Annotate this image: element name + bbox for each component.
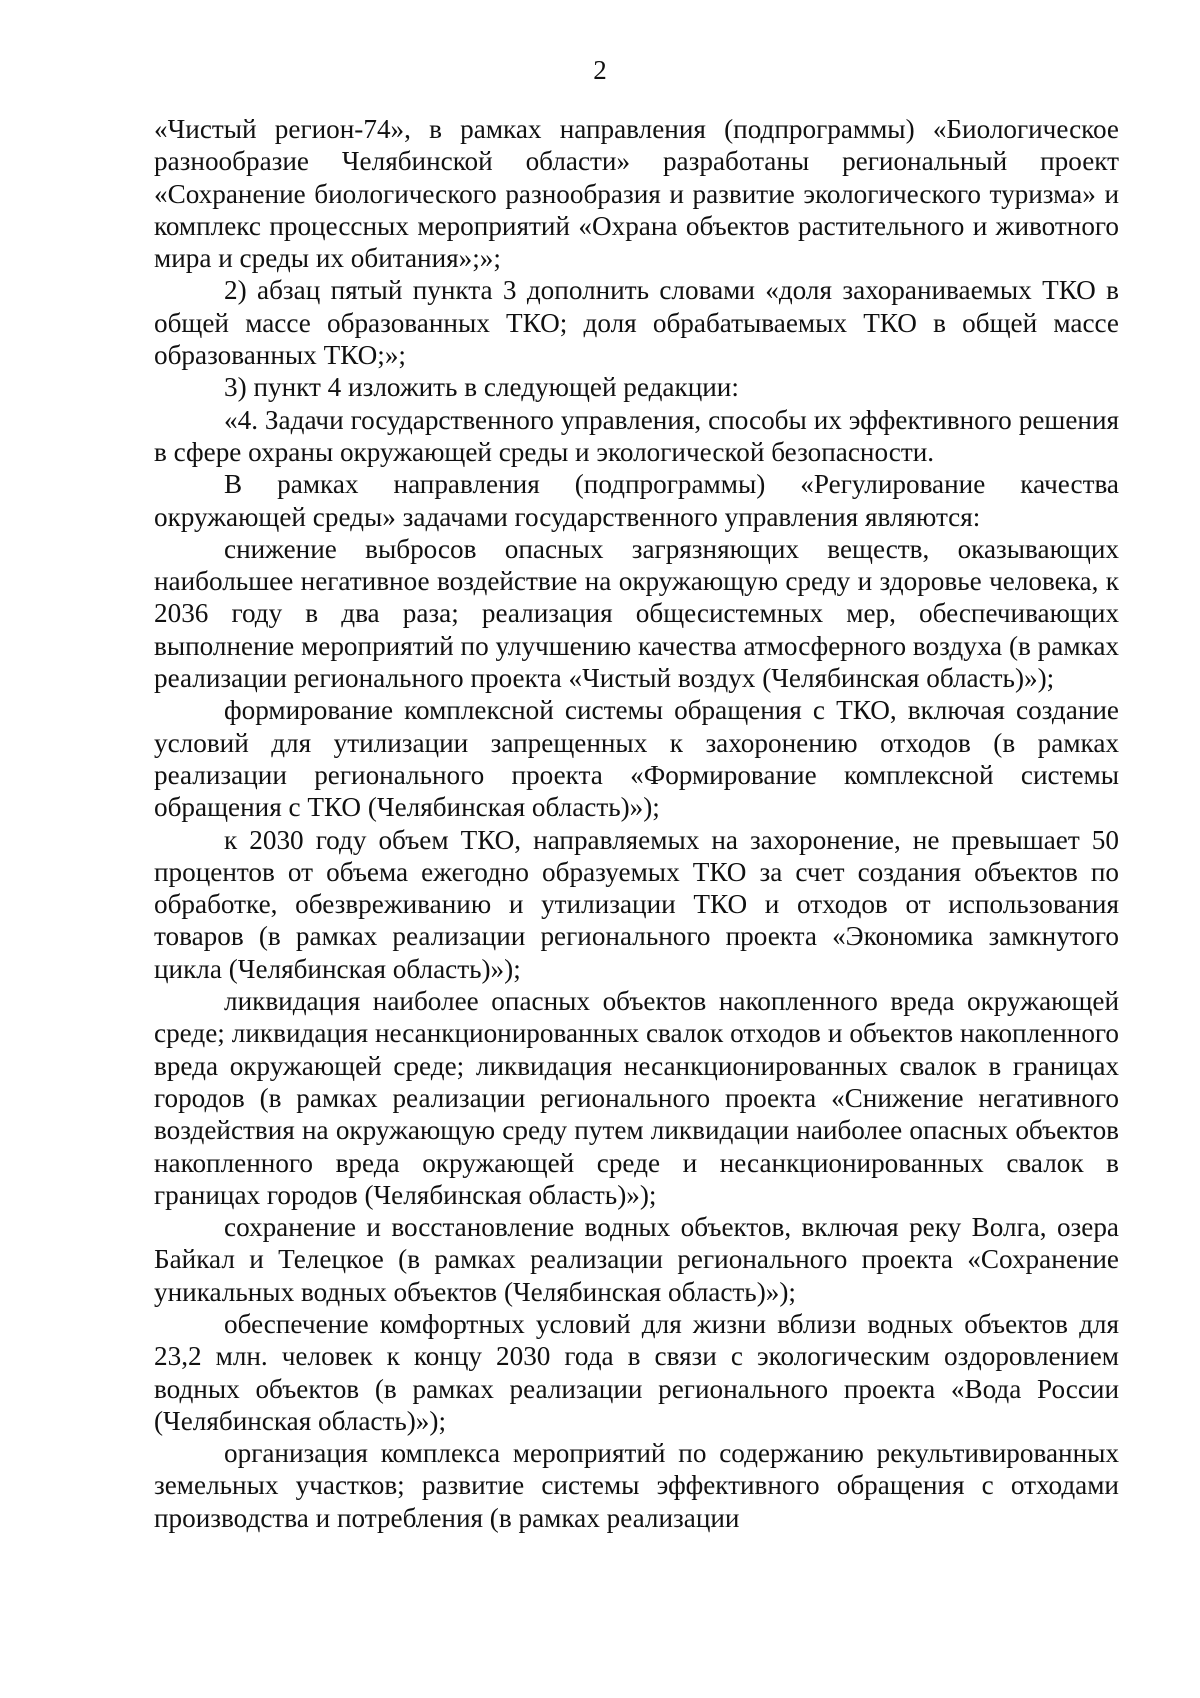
page-number: 2 xyxy=(593,55,607,85)
paragraph: организация комплекса мероприятий по содержанию рекультивированных земельных участков; развитие системы эффективного обращения с отходами производства и потребления (в рамках реализации xyxy=(154,1438,1119,1533)
paragraph: к 2030 году объем ТКО, направляемых на захоронение, не превышает 50 процентов от объема ежегодно образуемых ТКО за счет создания объектов по обработке, обезвреживанию и утилизации ТКО и отходов от использования товаров (в рамках реализации регионального проекта «Экономика замкнутого цикла (Челябинская область)»); xyxy=(154,824,1119,984)
paragraph: обеспечение комфортных условий для жизни вблизи водных объектов для 23,2 млн. человек к концу 2030 года в связи с экологическим оздоровлением водных объектов (в рамках реализации регионального проекта «Вода России (Челябинская область)»); xyxy=(154,1308,1119,1436)
paragraph: «4. Задачи государственного управления, способы их эффективного решения в сфере охраны окружающей среды и экологической безопасности. xyxy=(154,404,1119,467)
paragraph: формирование комплексной системы обращения с ТКО, включая создание условий для утилизации запрещенных к захоронению отходов (в рамках реализации регионального проекта «Формирование комплексной системы обращения с ТКО (Челябинская область)»); xyxy=(154,695,1119,823)
paragraph: В рамках направления (подпрограммы) «Регулирование качества окружающей среды» задачами государственного управления являются: xyxy=(154,469,1119,532)
paragraph: «Чистый регион-74», в рамках направления (подпрограммы) «Биологическое разнообразие Челябинской области» разработаны региональный проект «Сохранение биологического разнообразия и развитие экологического туризма» и комплекс процессных мероприятий «Охрана объектов растительного и животного мира и среды их обитания»;»; xyxy=(154,114,1119,274)
paragraph: 2) абзац пятый пункта 3 дополнить словами «доля захораниваемых ТКО в общей массе образованных ТКО; доля обрабатываемых ТКО в общей массе образованных ТКО;»; xyxy=(154,275,1119,371)
document-body xyxy=(154,113,1119,1534)
paragraph: ликвидация наиболее опасных объектов накопленного вреда окружающей среде; ликвидация несанкционированных свалок отходов и объектов накопленного вреда окружающей среде; ликвидация несанкционированных свалок в границах городов (в рамках реализации регионального проекта «Снижение негативного воздействия на окружающую среду путем ликвидации наиболее опасных объектов накопленного вреда окружающей среде и несанкционированных свалок в границах городов (Челябинская область)»); xyxy=(154,986,1119,1210)
paragraph: сохранение и восстановление водных объектов, включая реку Волга, озера Байкал и Телецкое (в рамках реализации регионального проекта «Сохранение уникальных водных объектов (Челябинская область)»); xyxy=(154,1212,1119,1307)
paragraph: снижение выбросов опасных загрязняющих веществ, оказывающих наибольшее негативное воздействие на окружающую среду и здоровье человека, к 2036 году в два раза; реализация общесистемных мер, обеспечивающих выполнение мероприятий по улучшению качества атмосферного воздуха (в рамках реализации регионального проекта «Чистый воздух (Челябинская область)»); xyxy=(154,533,1119,694)
paragraph: 3) пункт 4 изложить в следующей редакции: xyxy=(224,372,739,403)
